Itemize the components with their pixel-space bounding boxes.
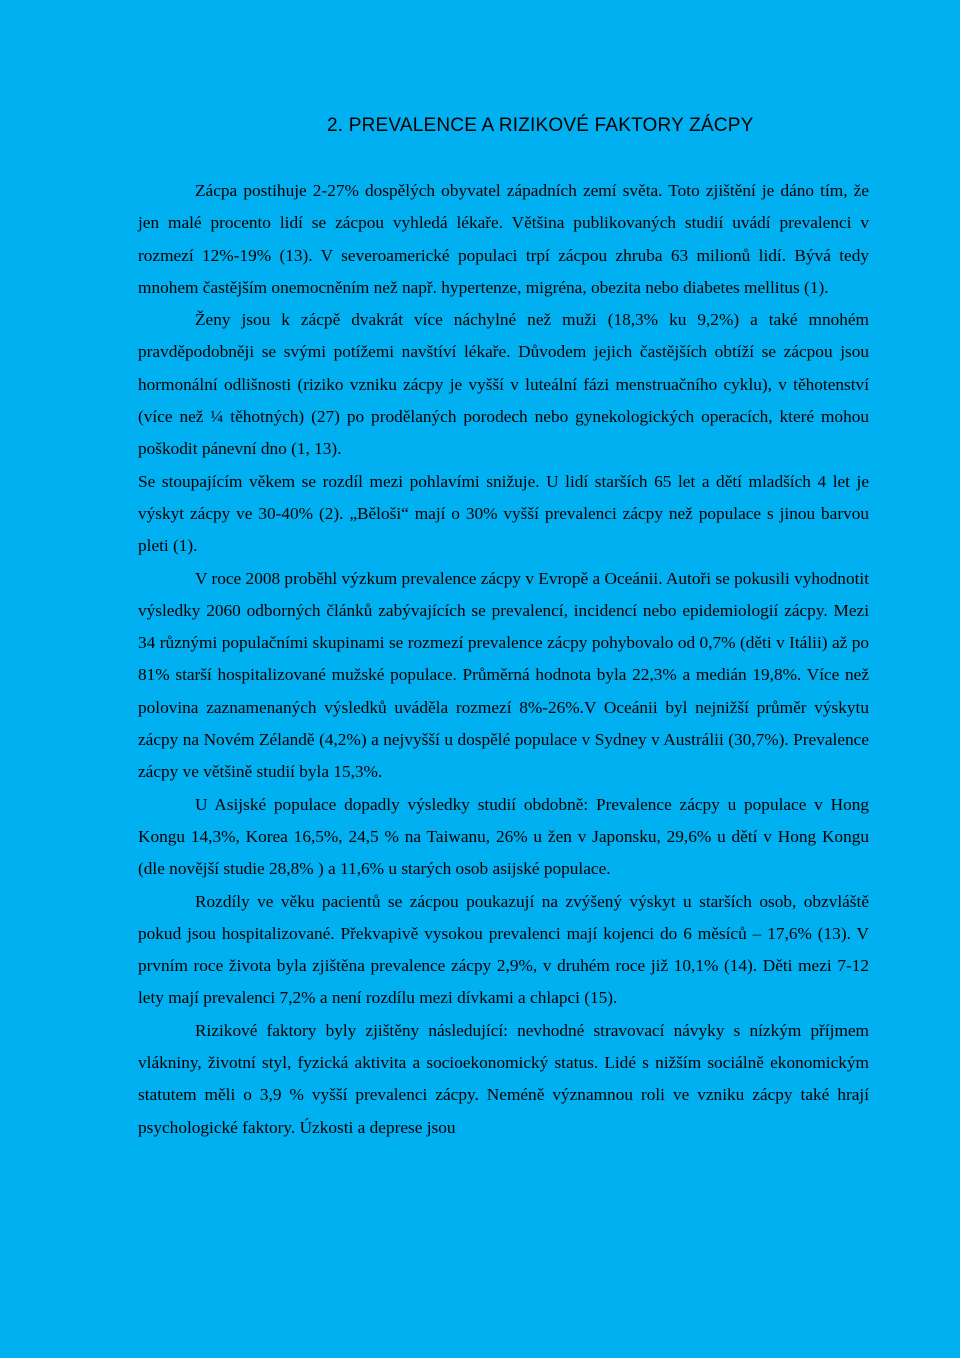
body-text [138, 175, 869, 1144]
paragraph-age: Se stoupajícím věkem se rozdíl mezi pohlavími snižuje. U lidí starších 65 let a dětí mladších 4 let je výskyt zácpy ve 30-40% (2). „Běloši“ mají o 30% vyšší prevalenci zácpy než populace s jinou barvou pleti (1). [138, 471, 869, 556]
paragraph-asia: U Asijské populace dopadly výsledky studií obdobně: Prevalence zácpy u populace v Hong Kongu 14,3%, Korea 16,5%, 24,5 % na Taiwanu, 26% u žen v Japonsku, 29,6% u dětí v Hong Kongu (dle novější studie 28,8% ) a 11,6% u starých osob asijské populace. [138, 794, 869, 879]
paragraph-prevalence-intro: Zácpa postihuje 2-27% dospělých obyvatel západních zemí světa. Toto zjištění je dáno tím, že jen malé procento lidí se zácpou vyhledá lékaře. Většina publikovaných studií uvádí prevalenci v rozmezí 12%-19% (13). V severoamerické populaci trpí zácpou zhruba 63 milionů lidí. Bývá tedy mnohem častějším onemocněním než např. hypertenze, migréna, obezita nebo diabetes mellitus (1). [138, 181, 869, 297]
paragraph-age-differences: Rozdíly ve věku pacientů se zácpou poukazují na zvýšený výskyt u starších osob, obzvláště pokud jsou hospitalizované. Překvapivě vysokou prevalenci mají kojenci do 6 měsíců – 17,6% (13). V prvním roce života byla zjištěna prevalence zácpy 2,9%, v druhém roce již 10,1% (14). Děti mezi 7-12 lety mají prevalenci 7,2% a není rozdílu mezi dívkami a chlapci (15). [138, 891, 869, 1008]
section-heading: 2. PREVALENCE A RIZIKOVÉ FAKTORY ZÁCPY [327, 115, 754, 136]
paragraph-europe-oceania: V roce 2008 proběhl výzkum prevalence zácpy v Evropě a Oceánii. Autoři se pokusili vyhodnotit výsledky 2060 odborných článků zabývajících se prevalencí, incidencí nebo epidemiologií zácpy. Mezi 34 různými populačními skupinami se rozmezí prevalence zácpy pohybovalo od 0,7% (děti v Itálii) až po 81% starší hospitalizované mužské populace. Průměrná hodnota byla 22,3% a medián 19,8%. Více než polovina zaznamenaných výsledků uváděla rozmezí 8%-26%.V Oceánii byl nejnižší průměr výskytu zácpy na Novém Zélandě (4,2%) a nejvyšší u dospělé populace v Sydney v Austrálii (30,7%). Prevalence zácpy ve většině studií byla 15,3%. [138, 568, 869, 782]
paragraph-women: Ženy jsou k zácpě dvakrát více náchylné než muži (18,3% ku 9,2%) a také mnohém pravděpodobněji se svými potížemi navštíví lékaře. Důvodem jejich častějších obtíží se zácpou jsou hormonální odlišnosti (riziko vzniku zácpy je vyšší v luteální fázi menstruačního cyklu), v těhotenství (více než ¼ těhotných) (27) po prodělaných porodech nebo gynekologických operacích, které mohou poškodit pánevní dno (1, 13). [138, 310, 869, 459]
paragraph-risk-factors: Rizikové faktory byly zjištěny následující: nevhodné stravovací návyky s nízkým příjmem vlákniny, životní styl, fyzická aktivita a socioekonomický status. Lidé s nižším sociálně ekonomickým statutem měli o 3,9 % vyšší prevalenci zácpy. Neméně významnou roli ve vzniku zácpy také hrají psychologické faktory. Úzkosti a deprese jsou [138, 1020, 869, 1137]
